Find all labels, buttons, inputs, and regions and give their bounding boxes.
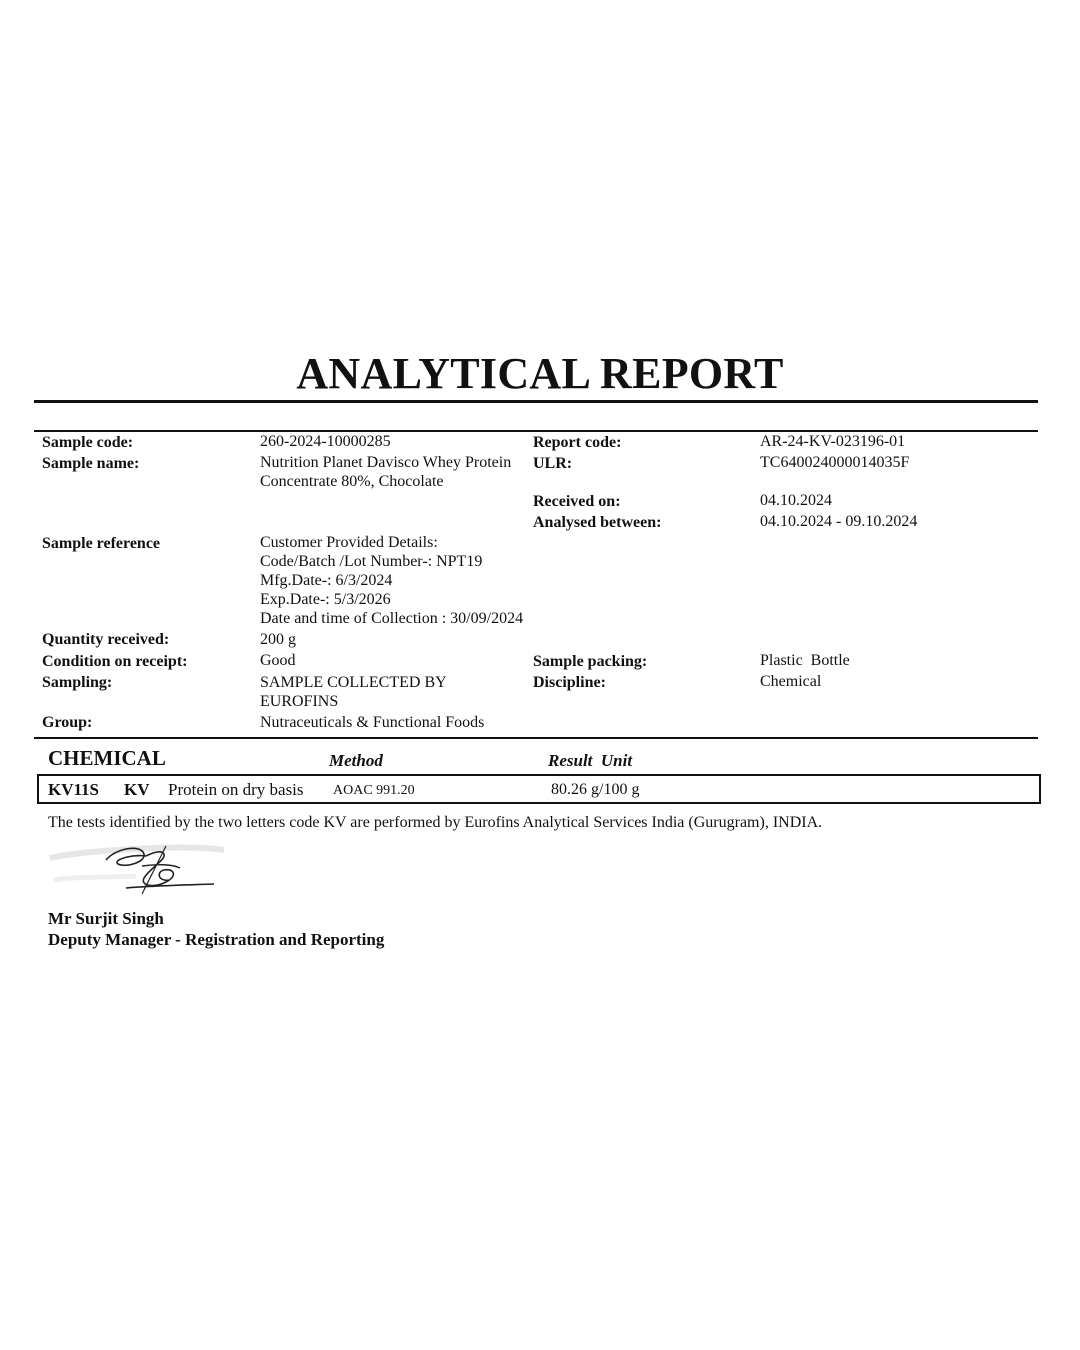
report-code-value: AR-24-KV-023196-01 <box>760 433 906 450</box>
sample-reference-line: Date and time of Collection : 30/09/2024 <box>260 610 524 627</box>
sample-packing-value: Plastic Bottle <box>760 652 850 669</box>
parameter-name: Protein on dry basis <box>168 780 304 799</box>
method-value: AOAC 991.20 <box>333 783 415 798</box>
quantity-received-value: 200 g <box>260 631 296 648</box>
sample-name-value-line1: Nutrition Planet Davisco Whey Protein <box>260 454 512 471</box>
sample-name-value-line2: Concentrate 80%, Chocolate <box>260 473 444 490</box>
signatory-role: Deputy Manager - Registration and Reporting <box>48 930 385 949</box>
signatory-name: Mr Surjit Singh <box>48 909 164 928</box>
report-code-label: Report code: <box>533 434 622 451</box>
analysed-between-label: Analysed between: <box>533 514 662 531</box>
sampling-value-line1: SAMPLE COLLECTED BY <box>260 674 447 691</box>
report-title: ANALYTICAL REPORT <box>296 349 784 398</box>
quantity-received-label: Quantity received: <box>42 631 170 648</box>
test-code: KV11S <box>48 780 100 799</box>
method-header: Method <box>329 751 383 770</box>
sample-reference-line: Mfg.Date-: 6/3/2024 <box>260 572 393 589</box>
result-value: 80.26 g/100 g <box>551 781 640 798</box>
sample-reference-line: Exp.Date-: 5/3/2026 <box>260 591 391 608</box>
lab-code: KV <box>124 780 150 799</box>
received-on-label: Received on: <box>533 493 621 510</box>
discipline-value: Chemical <box>760 673 822 690</box>
sample-reference-label: Sample reference <box>42 535 161 552</box>
group-value: Nutraceuticals & Functional Foods <box>260 714 485 731</box>
analysed-between-value: 04.10.2024 - 09.10.2024 <box>760 513 918 530</box>
ulr-value: TC640024000014035F <box>760 454 910 471</box>
sample-reference-line: Code/Batch /Lot Number-: NPT19 <box>260 553 483 570</box>
sampling-label: Sampling: <box>42 674 113 691</box>
details-bottom-rule <box>34 737 1038 739</box>
sample-code-value: 260-2024-10000285 <box>260 433 391 450</box>
sample-code-label: Sample code: <box>42 434 134 451</box>
discipline-label: Discipline: <box>533 674 606 691</box>
footnote: The tests identified by the two letters code KV are performed by Eurofins Analytical Services India (Gurugram), INDIA. <box>48 814 823 831</box>
condition-label: Condition on receipt: <box>42 653 188 670</box>
condition-value: Good <box>260 652 296 669</box>
sample-name-label: Sample name: <box>42 455 140 472</box>
section-title: CHEMICAL <box>48 746 166 770</box>
sampling-value-line2: EUROFINS <box>260 693 339 710</box>
group-label: Group: <box>42 714 93 731</box>
received-on-value: 04.10.2024 <box>760 492 832 509</box>
result-unit-header: Result Unit <box>548 751 633 770</box>
sample-packing-label: Sample packing: <box>533 653 648 670</box>
sample-reference-line: Customer Provided Details: <box>260 534 438 551</box>
signature-image <box>46 838 226 900</box>
ulr-label: ULR: <box>533 455 573 472</box>
title-rule <box>34 400 1038 403</box>
